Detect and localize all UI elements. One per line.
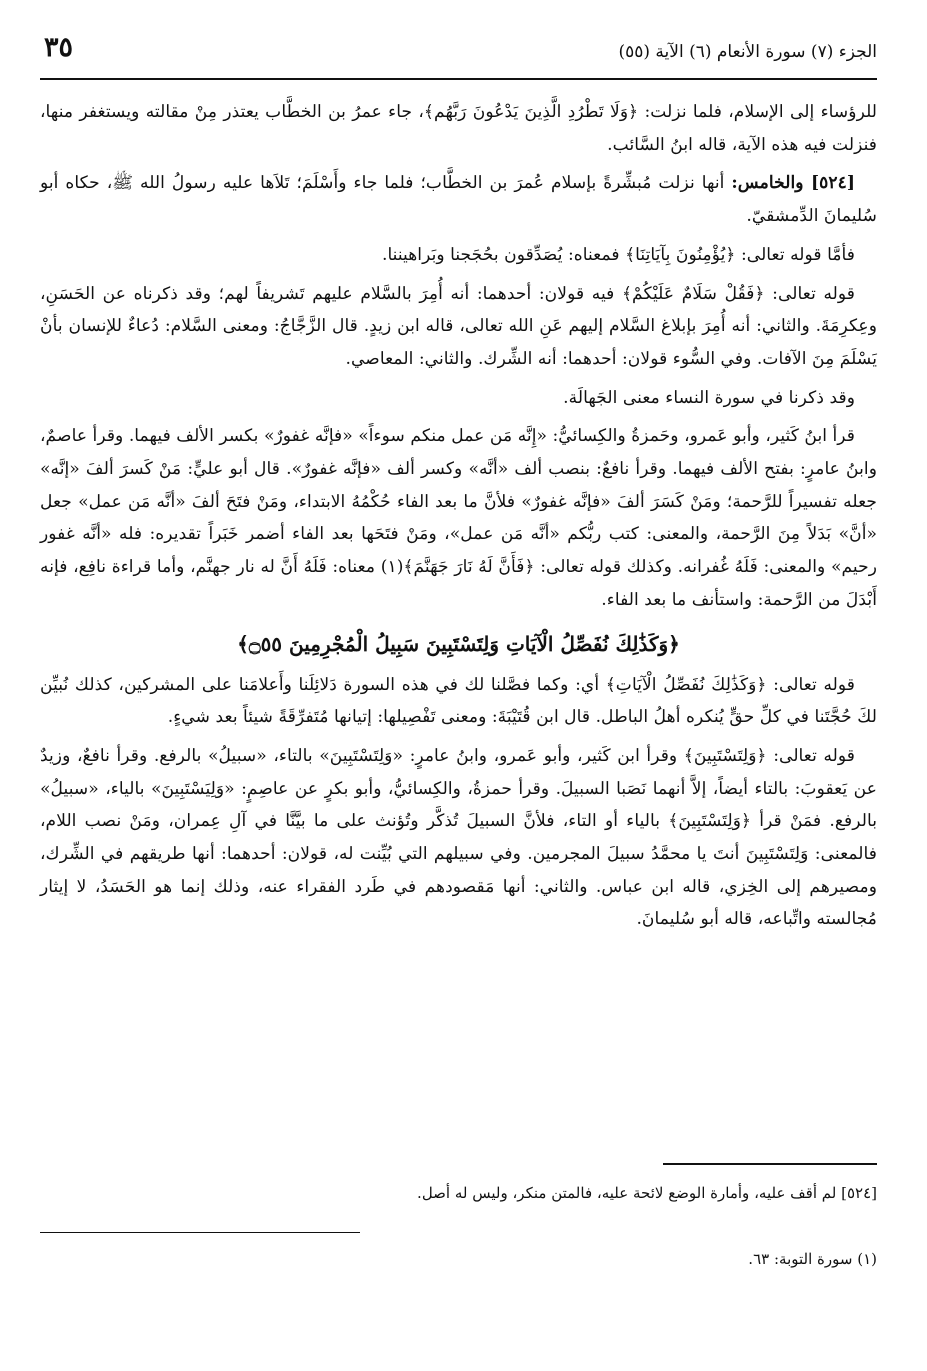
paragraph xyxy=(40,669,877,734)
running-head: الجزء (٧) سورة الأنعام (٦) الآية (٥٥) xyxy=(618,42,877,62)
footnote-verse: (١) سورة التوبة: ٦٣. xyxy=(748,1250,877,1268)
paragraph-text: قرأ ابنُ كَثير، وأبو عَمرو، وحَمزةُ والكِسائيُّ: «إِنَّه مَن عمل منكم سوءاً» «فإنَّه غفورٌ» بكسر الألف فيهما. وقرأ عاصمٌ، وابنُ عامرٍ: بفتح الألف فيهما. وقرأ نافعٌ: بنصب ألف «أنَّه» وكسر ألف «فإنَّه غفورٌ». قال أبو عليٍّ: مَنْ كَسرَ ألفَ «إنَّه» جعله تفسيراً للرَّحمة؛ ومَنْ كَسَرَ ألفَ «فإنَّه غفورٌ» فلأنَّ ما بعد الفاء حُكْمُهُ الابتداء، ومَنْ فتَحَ ألفَ «أنَّه مَن عمل» جعل «أنَّ» بَدَلاً مِنَ الرَّحمة، والمعنى: كتب ربُّكم «أنَّه مَن عمل»، ومَنْ فتَحَها بعد الفاء أضمر خَبَراً تقديره: فله «أنَّه غفور رحيم» والمعنى: فَلَهُ غُفرانه. وكذلك قوله تعالى: ﴿فَأَنَّ لَهُ نَارَ جَهَنَّمَ﴾(١) معناه: فَلَهُ أَنَّ له نار جهنَّم، وأما قراءة نافِع، فإنه أَبْدَلَ من الرَّحمة: واستأنف ما بعد الفاء. xyxy=(40,426,878,610)
paragraph xyxy=(40,167,877,232)
paragraph-text: وقد ذكرنا في سورة النساء معنى الجَهالَة. xyxy=(563,387,855,408)
paragraph-marker: [٥٢٤] والخامس: xyxy=(731,173,855,194)
paragraph-text: قوله تعالى: ﴿فَقُلْ سَلَامٌ عَلَيْكُمْ﴾ فيه قولان: أحدهما: أنه أُمِرَ بالسَّلام عليهم تَشريفاً لهم؛ وقد ذكرناه عن الحَسَنِ، وعِكرِمَةَ. والثاني: أنه أُمِرَ بإبلاغ السَّلام إليهم عَنِ الله تعالى، قاله ابن زيدٍ. قال الزَّجَّاجُ: ومعنى السَّلام: دُعاءٌ للإنسان بأنْ يَسْلَمَ مِنَ الآفات. وفي السُّوء قولان: أحدهما: أنه الشِّرك. والثاني: المعاصي. xyxy=(40,283,877,369)
footnote-divider xyxy=(663,1163,877,1165)
paragraph-text: أنها نزلت مُبشِّرةً بإسلام عُمرَ بن الخطَّاب؛ فلما جاء وأَسْلَمَ؛ تَلاَها عليه رسولُ الله ﷺ، حكاه أبو سُليمانَ الدِّمشقيّ. xyxy=(40,173,877,227)
page-header xyxy=(40,30,877,80)
footnote-hadith: [٥٢٤] لم أقف عليه، وأمارة الوضع لائحة عليه، فالمتن منكر، وليس له أصل. xyxy=(417,1184,877,1202)
paragraph-text: قوله تعالى: ﴿وَلِتَسْتَبِينَ﴾ وقرأ ابن كَثير، وأبو عَمرو، وابنُ عامرٍ: «وَلِتَسْتَبِينَ» بالتاء، «سبيلُ» بالرفع. وقرأ نافعٌ، وزيدٌ عن يَعقوبَ: بالتاء أيضاً، إلاَّ أنهما نَصَبا السبيلَ. وقرأ حمزةُ، والكِسائيُّ، وأبو بكرٍ عن عاصِمٍ: «وَلِيَسْتَبِينَ» بالياء، «سبيلُ» بالرفع. فمَنْ قرأ ﴿وَلِتَسْتَبِينَ﴾ بالياء أو التاء، فلأنَّ السبيلَ تُذكَّر وتُؤنث على ما بيَّنَّا في آلِ عِمران، ومَنْ نصب اللام، فالمعنى: وَلِتَسْتَبِينَ أنتَ يا محمَّدُ سبيلَ المجرمين. وفي سبيلهم التي بُيِّنت له، قولان: أحدهما: أنها طريقهم في الشِّرك، ومصيرهم إلى الخِزي، قاله ابن عباس. والثاني: أنها مَقصودهم في طَرد الفقراء عنه، وذلك إنما هو الحَسَدُ، لا إيثار مُجالسته واتِّباعه، قاله أبو سُليمانَ. xyxy=(40,745,877,930)
paragraph xyxy=(40,382,877,415)
paragraph xyxy=(40,740,877,936)
paragraph-text: للرؤساء إلى الإسلام، فلما نزلت: ﴿وَلَا تَطْرُدِ الَّذِينَ يَدْعُونَ رَبَّهُم﴾، جاء عمرُ بن الخطَّاب يعتذر مِنْ مقالته ويستغفر منها، فنزلت فيه هذه الآية، قاله ابنُ السَّائب. xyxy=(40,102,877,155)
paragraph-text: فأمَّا قوله تعالى: ﴿يُؤْمِنُونَ بِآيَاتِنَا﴾ فمعناه: يُصَدِّقون بحُجَجنا وبَراهيننا. xyxy=(381,244,855,265)
footnote-divider xyxy=(40,1232,360,1233)
verse-heading: ﴿وَكَذَٰلِكَ نُفَصِّلُ الْآيَاتِ وَلِتَسْتَبِينَ سَبِيلُ الْمُجْرِمِينَ ۝٥٥﴾ xyxy=(237,631,680,656)
paragraph xyxy=(40,239,877,272)
paragraph xyxy=(40,420,877,616)
page-number: ٣٥ xyxy=(44,32,74,63)
main-text xyxy=(40,96,877,942)
paragraph xyxy=(40,278,877,376)
paragraph xyxy=(40,96,877,161)
paragraph-text: قوله تعالى: ﴿وَكَذَٰلِكَ نُفَصِّلُ الْآيَاتِ﴾ أي: وكما فصَّلنا لك في هذه السورة دَلائِلَنا وأَعلامَنا على المشركين، كذلك نُبيِّن لكَ حُجَّتَنا في كلِّ حقٍّ يُنكره أهلُ الباطل. قال ابن قُتَيْبَةَ: ومعنى تَفْصِيلها: إتيانها مُتَفرِّقَةً شيئاً بعد شيءٍ. xyxy=(40,674,877,728)
